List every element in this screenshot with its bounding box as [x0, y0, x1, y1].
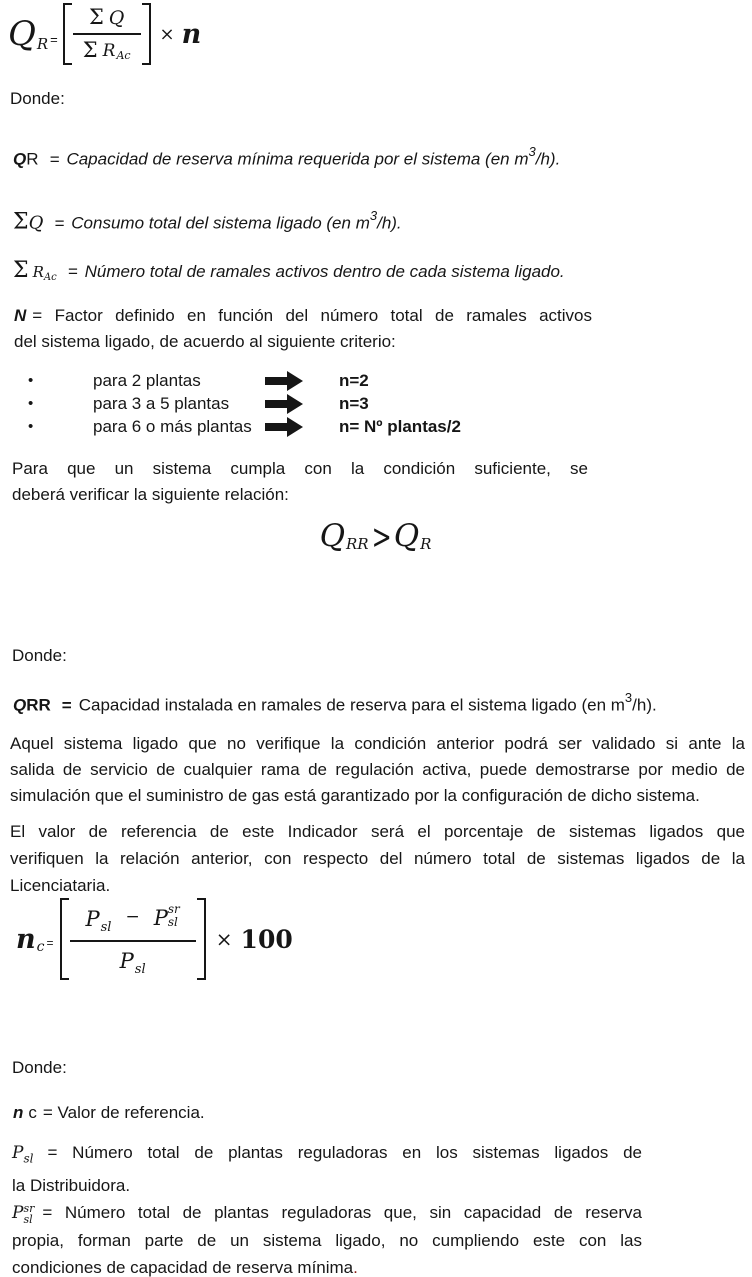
definition-sigma-q: ΣQ = Consumo total del sistema ligado (en $m^3/h$).: [13, 208, 402, 235]
left-bracket: [63, 3, 72, 65]
left-bracket: [60, 898, 69, 980]
label-donde-3: Donde:: [12, 1058, 67, 1077]
definition-sigma-rac: Σ RAc = Número total de ramales activos dentro de cada sistema ligado.: [13, 258, 565, 283]
qrr-symbol: Q: [13, 695, 27, 715]
multiply-sign: ×: [159, 23, 175, 45]
list-item: • para 3 a 5 plantas n=3: [18, 392, 461, 415]
qr-symbol: Q: [13, 149, 27, 169]
right-bracket: [142, 3, 151, 65]
list-item: • para 6 o más plantas n= Nº plantas/2: [18, 415, 461, 438]
bullet-icon: •: [28, 395, 34, 412]
paragraph-condition: Para que un sistema cumpla con la condición suficiente, se deberá verificar la siguiente relación:: [12, 459, 588, 504]
definition-pslsr: P sr sl = Número total de plantas reguladoras que, sin capacidad de reserva propia, forman parte de un sistema ligado, no cumpliendo este con las condiciones de capacidad de reserva mínima.: [12, 1201, 642, 1277]
criteria-list: [18, 369, 461, 438]
pslsr-symbol: P sr sl: [12, 1201, 35, 1226]
n-symbol: N: [14, 306, 27, 325]
label-donde-2: Donde:: [12, 646, 67, 665]
arrow-right-icon: [265, 371, 303, 391]
nc-symbol: n: [13, 1103, 24, 1122]
sigma-symbol: Σ: [82, 38, 98, 62]
paragraph-reference: El valor de referencia de este Indicador será el porcentaje de sistemas ligados que verifiquen la relación anterior, con respecto del número total de sistemas ligados de la Licenciataria.: [10, 822, 745, 895]
definition-psl: $P_{sl}$ = Número total de plantas reguladoras en los sistemas ligados de la Distribuidora.: [12, 1143, 642, 1196]
formula-qr: Q R = Σ Q Σ RAc × n: [8, 3, 201, 65]
formula-nc-fraction: $P_{sl}$ − P sr sl $P_{sl}$: [70, 898, 196, 980]
formula-nc: n c = $P_{sl}$ − P sr sl $P_{sl}$ × 100: [16, 898, 293, 980]
right-bracket: [197, 898, 206, 980]
multiply-sign: ×: [215, 927, 233, 952]
psl-symbol: $P_{sl}$: [12, 1143, 34, 1166]
definition-qrr: QRR = Capacidad instalada en ramales de reserva para el sistema ligado (en $m^3/h$).: [13, 690, 657, 715]
label-donde-1: Donde:: [10, 89, 65, 108]
definition-qr: QR = Capacidad de reserva mínima requerida por el sistema (en $m^3/h$).: [13, 144, 561, 169]
definition-nc: n c = Valor de referencia.: [13, 1103, 205, 1122]
formula-qr-fraction: Σ Q Σ RAc: [73, 3, 141, 65]
sigma-symbol: Σ: [13, 209, 29, 235]
greater-than-sign: >: [371, 516, 392, 558]
sigma-symbol: Σ: [13, 258, 29, 283]
formula-qrr-greater-qr: Q RR > Q R: [319, 516, 432, 558]
bullet-icon: •: [28, 372, 34, 389]
formula-qr-lhs: Q: [8, 14, 36, 54]
sigma-symbol: Σ: [88, 5, 104, 29]
arrow-right-icon: [265, 417, 303, 437]
definition-n: N = Factor definido en función del número total de ramales activos del sistema ligado, de acuerdo al siguiente criterio:: [14, 306, 592, 351]
paragraph-validation: Aquel sistema ligado que no verifique la condición anterior podrá ser validado si ante la salida de servicio de cualquier rama de regulación activa, puede demostrarse por medio de simulación que el suministro de gas está garantizado por la configuración de dicho sistema.: [10, 734, 745, 805]
arrow-right-icon: [265, 394, 303, 414]
bullet-icon: •: [28, 418, 34, 435]
minus-sign: −: [125, 907, 140, 928]
list-item: • para 2 plantas n=2: [18, 369, 461, 392]
final-period: .: [353, 1258, 358, 1277]
